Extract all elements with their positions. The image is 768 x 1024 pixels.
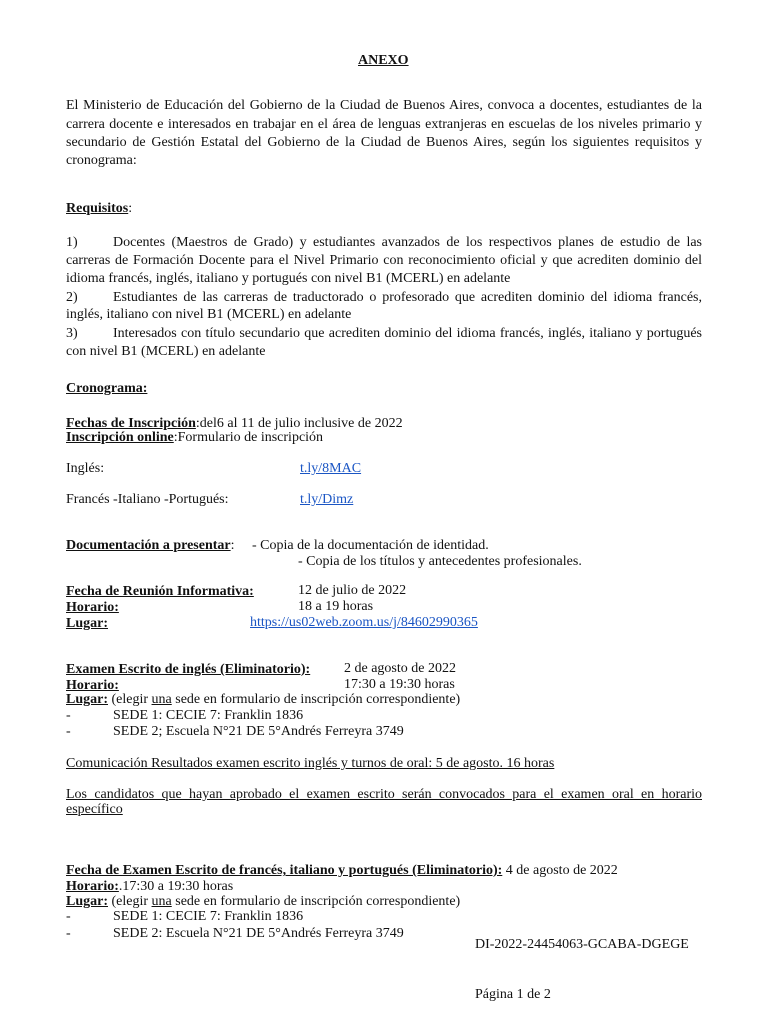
inscripcion-online-row (66, 430, 323, 446)
examen-otros-lugar-pre: (elegir (108, 894, 152, 909)
intro-line-4: cronograma: (66, 153, 137, 168)
examen-otros-lugar-label: Lugar: (66, 894, 108, 909)
sede-2: SEDE 2; Escuela N°21 DE 5°Andrés Ferreyra 3749 (113, 724, 404, 739)
fechas-inscripcion-label: Fechas de Inscripción (66, 416, 196, 431)
examen-ingles-date: 2 de agosto de 2022 (344, 661, 456, 676)
candidatos-line-2: específico (66, 802, 123, 817)
req-2-line-2: inglés, italiano con nivel B1 (MCERL) en adelante (66, 307, 352, 322)
requisitos-heading: Requisitos (66, 201, 129, 216)
req-3-line-1: Interesados con título secundario que acrediten dominio del idioma francés, inglés, italiano y portugués (113, 326, 702, 341)
inscripcion-online-value: :Formulario de inscripción (173, 430, 324, 445)
document-id: DI-2022-24454063-GCABA-DGEGE (475, 937, 689, 952)
req-1-line-1: Docentes (Maestros de Grado) y estudiantes avanzados de los respectivos planes de estudio de las (113, 235, 702, 250)
sede-1-dash: - (66, 708, 71, 723)
requisitos-heading-row (66, 201, 132, 217)
examen-otros-horario-value: .17:30 a 19:30 horas (118, 879, 234, 894)
req-3-line-2: con nivel B1 (MCERL) en adelante (66, 344, 266, 359)
reunion-horario-value: 18 a 19 horas (298, 599, 374, 614)
inscripcion-online-label: Inscripción online (66, 430, 174, 445)
req-1-line-2: carreras de Formación Docente para el Nivel Primario con reconocimiento oficial y que acrediten dominio del (66, 253, 702, 268)
zoom-link[interactable]: https://us02web.zoom.us/j/84602990365 (250, 615, 478, 630)
fechas-inscripcion-value: :del6 al 11 de julio inclusive de 2022 (195, 416, 403, 431)
documentacion-colon: : (230, 538, 235, 553)
req-3-number: 3) (66, 326, 78, 341)
link-ingles[interactable]: t.ly/8MAC (300, 461, 362, 476)
examen-ingles-lugar-row (66, 692, 460, 708)
page-title: ANEXO (358, 53, 409, 68)
link-frances-label: Francés -Italiano -Portugués: (66, 492, 229, 507)
req-1-line-3: idioma francés, inglés, italiano y portugués con nivel B1 (MCERL) en adelante (66, 271, 511, 286)
sede-otros-1: SEDE 1: CECIE 7: Franklin 1836 (113, 909, 304, 924)
documentacion-item-1: - Copia de la documentación de identidad. (252, 538, 489, 553)
page-number: Página 1 de 2 (475, 987, 551, 1002)
req-2-number: 2) (66, 290, 78, 305)
sede-otros-1-dash: - (66, 909, 71, 924)
examen-ingles-horario-value: 17:30 a 19:30 horas (344, 677, 455, 692)
req-1-number: 1) (66, 235, 78, 250)
cronograma-heading: Cronograma: (66, 381, 148, 396)
sede-2-dash: - (66, 724, 71, 739)
examen-otros-label: Fecha de Examen Escrito de francés, italiano y portugués (Eliminatorio): (66, 863, 503, 878)
examen-ingles-lugar-label: Lugar: (66, 692, 108, 707)
candidatos-line-1: Los candidatos que hayan aprobado el examen escrito serán convocados para el examen oral en horario (66, 787, 702, 802)
documentacion-item-2: - Copia de los títulos y antecedentes profesionales. (298, 554, 582, 569)
examen-ingles-lugar-pre: (elegir (111, 692, 152, 707)
reunion-lugar-label: Lugar: (66, 616, 108, 631)
sede-otros-2: SEDE 2: Escuela N°21 DE 5°Andrés Ferreyra 3749 (113, 926, 404, 941)
comunicacion-resultados: Comunicación Resultados examen escrito inglés y turnos de oral: 5 de agosto. 16 horas (66, 756, 555, 771)
examen-otros-date: 4 de agosto de 2022 (502, 863, 618, 878)
requisitos-colon: : (128, 201, 133, 216)
intro-line-3: secundario de Gestión Estatal del Gobierno de la Ciudad de Buenos Aires, según los siguientes requisitos y (66, 135, 702, 150)
link-ingles-label: Inglés: (66, 461, 105, 476)
documentacion-row (66, 538, 235, 554)
reunion-horario-label: Horario: (66, 600, 119, 615)
sede-otros-2-dash: - (66, 926, 71, 941)
intro-line-1: El Ministerio de Educación del Gobierno de la Ciudad de Buenos Aires, convoca a docentes, estudiantes de la (66, 98, 702, 113)
examen-otros-horario-row (66, 879, 233, 895)
link-frances[interactable]: t.ly/Dimz (300, 492, 354, 507)
documentacion-label: Documentación a presentar (66, 538, 231, 553)
examen-otros-horario-label: Horario: (66, 879, 119, 894)
examen-ingles-lugar-post: sede en formulario de inscripción correspondiente) (171, 692, 461, 707)
examen-otros-lugar-row (66, 894, 460, 910)
intro-line-2: carrera docente e interesados en trabajar en el área de lenguas extranjeras en escuelas de los niveles primario y (66, 117, 702, 132)
reunion-label: Fecha de Reunión Informativa: (66, 584, 254, 599)
examen-ingles-horario-label: Horario: (66, 678, 119, 693)
examen-otros-lugar-una: una (151, 894, 172, 909)
reunion-date: 12 de julio de 2022 (298, 583, 407, 598)
sede-1: SEDE 1: CECIE 7: Franklin 1836 (113, 708, 304, 723)
req-2-line-1: Estudiantes de las carreras de traductorado o profesorado que acrediten dominio del idioma francés, (113, 290, 702, 305)
examen-otros-lugar-post: sede en formulario de inscripción correspondiente) (171, 894, 461, 909)
examen-ingles-lugar-una: una (151, 692, 172, 707)
examen-ingles-label: Examen Escrito de inglés (Eliminatorio): (66, 662, 311, 677)
examen-otros-row (66, 863, 618, 879)
